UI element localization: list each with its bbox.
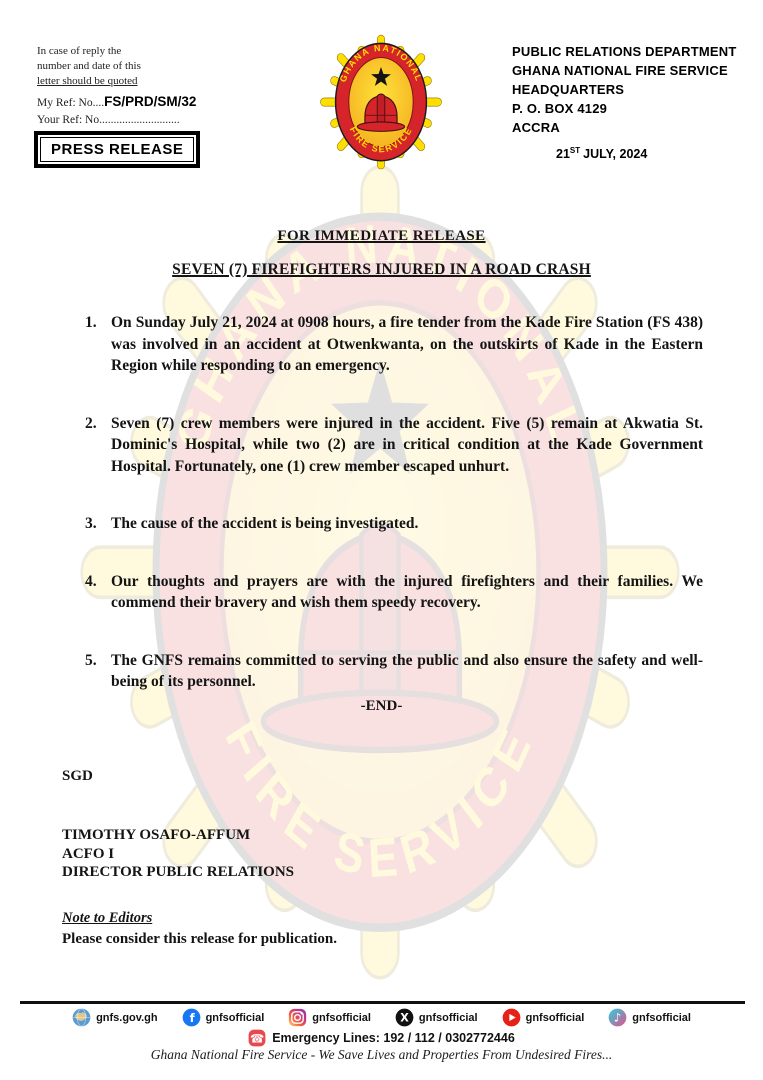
press-release-stamp: PRESS RELEASE [40, 137, 194, 162]
instagram-icon [288, 1008, 307, 1027]
signatory-title: DIRECTOR PUBLIC RELATIONS [62, 864, 294, 880]
my-ref-label: My Ref: No.... [37, 97, 105, 109]
emergency-numbers: 192 / 112 / 0302772446 [383, 1031, 515, 1045]
note-text: Please consider this release for publication. [62, 931, 337, 947]
youtube-icon [502, 1008, 521, 1027]
svg-text:♪: ♪ [614, 1010, 622, 1025]
reply-instruction-note: In case of reply the number and date of this letter should be quoted [37, 45, 141, 87]
list-item: 3. The cause of the accident is being investigated. [85, 515, 419, 532]
note-to-editors [62, 908, 337, 950]
emergency-lines-row [0, 1029, 763, 1047]
note-heading: Note to Editors [62, 910, 153, 926]
signatory-name: TIMOTHY OSAFO-AFFUM [62, 827, 251, 843]
social-item-website: gnfs.gov.gh [72, 1008, 158, 1027]
your-ref-line [37, 114, 180, 126]
footer-divider [20, 1001, 745, 1004]
social-item-youtube: gnfsofficial [502, 1008, 585, 1027]
gnfs-badge-logo [308, 32, 454, 174]
facebook-icon [182, 1008, 201, 1027]
svg-text:☎: ☎ [250, 1031, 265, 1046]
sgd-label: SGD [62, 768, 93, 784]
your-ref-label: Your Ref: No............................ [37, 114, 180, 126]
social-item-x: X gnfsofficial [395, 1008, 478, 1027]
x-icon [395, 1008, 414, 1027]
letterhead-address-block: PUBLIC RELATIONS DEPARTMENT GHANA NATIONAL FIRE SERVICE HEADQUARTERS P. O. BOX 4129 ACCRA [512, 44, 737, 135]
service-tagline: Ghana National Fire Service - We Save Lives and Properties From Undesired Fires... [150, 1047, 613, 1062]
phone-icon [248, 1029, 266, 1047]
release-date: 21ST JULY, 2024 [556, 146, 648, 162]
social-item-tiktok: ♪ gnfsofficial [608, 1008, 691, 1027]
for-immediate-release-heading: FOR IMMEDIATE RELEASE [277, 228, 486, 244]
tiktok-icon [608, 1008, 627, 1027]
my-ref-line [37, 94, 196, 109]
signatory-rank: ACFO I [62, 845, 115, 862]
list-item: 1. On Sunday July 21, 2024 at 0908 hours, a fire tender from the Kade Fire Station (FS 438) was involved in an accident at Otwenkwanta, on the outskirts of Kade in the Eastern Region while responding to an emergency. [85, 314, 703, 374]
social-item-instagram: gnfsofficial [288, 1008, 371, 1027]
globe-icon [72, 1008, 91, 1027]
svg-text:f: f [189, 1011, 195, 1026]
headline: SEVEN (7) FIREFIGHTERS INJURED IN A ROAD CRASH [172, 261, 591, 278]
release-body-list [85, 312, 703, 729]
emergency-label: Emergency Lines: [272, 1031, 380, 1045]
end-marker: -END- [360, 698, 403, 714]
my-ref-value: FS/PRD/SM/32 [104, 94, 197, 109]
list-item: 4. Our thoughts and prayers are with the injured firefighters and their families. We commend their bravery and wish them speedy recovery. [85, 572, 703, 611]
list-item: 2. Seven (7) crew members were injured in the accident. Five (5) remain at Akwatia St. Dominic's Hospital, while two (2) are in critical condition at the Kade Government Hospital. Fortunately, one (1) crew member escaped unhurt. [85, 414, 703, 475]
list-item: 5. The GNFS remains committed to serving the public and also ensure the safety and well-being of its personnel. [85, 651, 703, 690]
svg-text:X: X [400, 1011, 409, 1025]
signature-block [62, 826, 294, 882]
social-item-facebook: f gnfsofficial [182, 1008, 265, 1027]
social-media-row [0, 1008, 763, 1027]
